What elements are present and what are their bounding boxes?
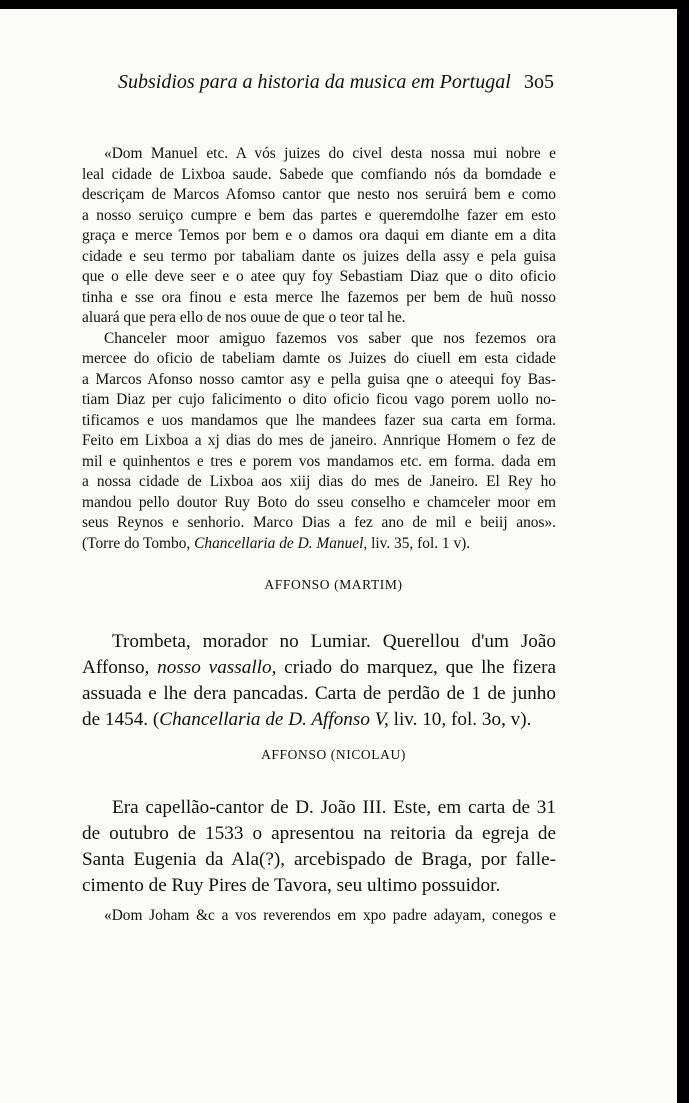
quote-line: tiam Diaz per cujo falicimento o dito oficio ficou vago porem uollo no-: [82, 391, 556, 408]
citation-suffix: liv. 35, fol. 1 v).: [367, 534, 471, 552]
citation-source: Chancellaria de D. Manuel,: [194, 534, 368, 552]
document-quote: [82, 144, 556, 554]
entry-fragment: Affonso,: [82, 657, 158, 678]
entry-line: [82, 707, 556, 733]
quote-line: seus Reynos e senhorio. Marco Dias a fez ano de mil e beiij anos».: [82, 514, 556, 531]
book-page: [0, 9, 677, 1103]
citation-prefix: (Torre do Tombo,: [82, 534, 195, 552]
entry-fragment: criado do marquez, que lhe fizera: [276, 657, 557, 678]
quote-line: tinha e sse ora finou e esta merce lhe fazemos per bem de huũ nosso: [82, 288, 556, 306]
quote-line: «Dom Joham &c a vos reverendos em xpo padre adayam, conegos e: [104, 907, 556, 924]
entry-text: [82, 629, 556, 733]
quote-line: mandou pello doutor Ruy Boto do sseu conselho e chamceler moor em: [82, 493, 556, 511]
entry-line: Era capellão-cantor de D. João III. Este, em carta de 31: [112, 797, 556, 818]
entry-line: assuada e lhe dera pancadas. Carta de perdão de 1 de junho: [82, 683, 556, 704]
quote-line: a nossa cidade de Lixboa aos xiij dias do mes de Janeiro. El Rey ho: [82, 473, 556, 490]
entry-line: Trombeta, morador no Lumiar. Querellou d'um João: [112, 631, 556, 652]
entry-line: [82, 655, 556, 681]
quote-line: a nosso seruiço cumpre e bem das partes e queremdolhe fazer em esto: [82, 206, 556, 224]
quote-line: «Dom Manuel etc. A vós juizes do civel desta nossa mui nobre e: [104, 145, 556, 162]
citation: [82, 534, 556, 555]
entry-text: [82, 795, 556, 899]
page-header: [0, 71, 677, 101]
quote-line: que o elle deve seer e o atee quy foy Sebastiam Diaz que o dito oficio: [82, 268, 556, 285]
page-number: 3o5: [524, 71, 554, 93]
entry-line: de outubro de 1533 o apresentou na reitoria da egreja de: [82, 823, 556, 844]
entry-fragment: de 1454. (: [82, 709, 160, 730]
quote-line: graça e merce Temos por bem e o damos ora daqui em diante em a dita: [82, 227, 556, 244]
quote-line: Chanceler moor amiguo fazemos vos saber que nos fezemos ora: [104, 329, 556, 347]
quote-line: cidade e seu termo por tabaliam dante os juizes della assy e pela guisa: [82, 247, 556, 265]
running-title: Subsidios para a historia da musica em Portugal: [118, 71, 511, 93]
quote-line: tificamos e uos mandamos que lhe mandees fazer sua carta em forma.: [82, 411, 556, 429]
quote-line: Feito em Lixboa a xj dias do mes de janeiro. Annrique Homem o fez de: [82, 432, 556, 449]
quote-line: a Marcos Afonso nosso camtor asy e pella guisa qne o ateequi foy Bas-: [82, 370, 556, 388]
quote-line: mercee do oficio de tabeliam damte os Juizes do ciuell em esta cidade: [82, 350, 556, 367]
entry-fragment: liv. 10, fol. 3o, v).: [388, 709, 532, 730]
quote-line: mil e quinhentos e tres e porem vos mandamos etc. em forma. dada em: [82, 452, 556, 470]
entry-line: Santa Eugenia da Ala(?), arcebispado de Braga, por falle-: [82, 849, 556, 870]
document-quote: [82, 906, 556, 927]
section-heading: AFFONSO (MARTIM): [264, 577, 403, 592]
quote-line: leal cidade de Lixboa saude. Sabede que comfiando nós da bomdade e: [82, 165, 556, 183]
quote-line: aluará que pera ello de nos ouue de que o teor tal he.: [82, 309, 406, 326]
quote-line: descriçam de Marcos Afomso cantor que nesto nos seruirá bem e como: [82, 186, 556, 203]
entry-line: cimento de Ruy Pires de Tavora, seu ultimo possuidor.: [82, 875, 501, 896]
section-heading: AFFONSO (NICOLAU): [261, 747, 406, 762]
entry-italic: Chancellaria de D. Affonso V,: [159, 709, 389, 730]
entry-italic: nosso vassallo,: [157, 657, 277, 678]
